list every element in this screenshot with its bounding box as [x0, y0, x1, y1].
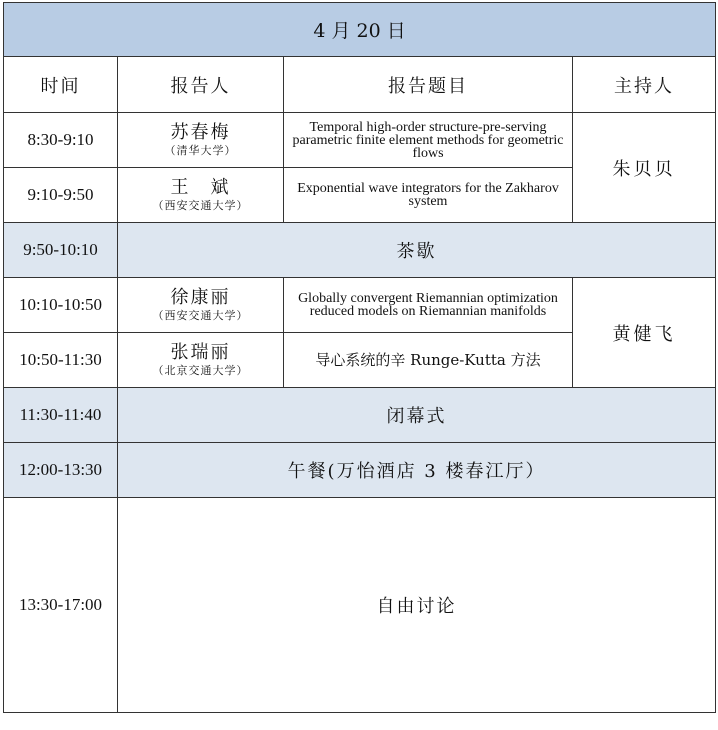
schedule-table [3, 2, 716, 713]
talk-speaker-cell [118, 113, 284, 168]
table-row [4, 498, 716, 713]
table-row [4, 388, 716, 443]
talk-speaker-cell [118, 278, 284, 333]
break-time: 13:30-17:00 [4, 498, 118, 713]
break-time: 12:00-13:30 [4, 443, 118, 498]
speaker-name: 苏春梅 [170, 122, 231, 143]
header-row [4, 57, 716, 113]
talk-speaker-cell [118, 168, 284, 223]
break-time: 11:30-11:40 [4, 388, 118, 443]
speaker-name: 张瑞丽 [170, 342, 231, 363]
table-row [4, 443, 716, 498]
header-speaker: 报告人 [118, 57, 284, 113]
talk-title: Temporal high-order structure-pre-serving parametric finite element methods for geometric flows [284, 113, 573, 168]
talk-speaker-cell [118, 333, 284, 388]
speaker-affiliation: （清华大学） [164, 144, 237, 157]
break-event: 自由讨论 [118, 498, 716, 713]
talk-title: 导心系统的辛 Runge-Kutta 方法 [284, 333, 573, 388]
schedule-container [3, 2, 716, 713]
break-event: 午餐(万怡酒店 3 楼春江厅） [118, 443, 716, 498]
talk-title: Globally convergent Riemannian optimization reduced models on Riemannian manifolds [284, 278, 573, 333]
speaker-affiliation: （西安交通大学） [152, 199, 249, 212]
header-chair: 主持人 [573, 57, 716, 113]
header-title: 报告题目 [284, 57, 573, 113]
table-row [4, 223, 716, 278]
talk-time: 9:10-9:50 [4, 168, 118, 223]
talk-time: 8:30-9:10 [4, 113, 118, 168]
session-chair: 朱贝贝 [573, 113, 716, 223]
table-row [4, 113, 716, 168]
break-event: 茶歇 [118, 223, 716, 278]
talk-time: 10:10-10:50 [4, 278, 118, 333]
speaker-name: 徐康丽 [170, 287, 231, 308]
table-row [4, 278, 716, 333]
speaker-name: 王 斌 [170, 177, 231, 198]
date-row [4, 3, 716, 57]
speaker-affiliation: （北京交通大学） [152, 364, 249, 377]
talk-title: Exponential wave integrators for the Zakharov system [284, 168, 573, 223]
speaker-affiliation: （西安交通大学） [152, 309, 249, 322]
header-time: 时间 [4, 57, 118, 113]
talk-time: 10:50-11:30 [4, 333, 118, 388]
session-chair: 黄健飞 [573, 278, 716, 388]
date-heading: 4 月 20 日 [4, 3, 716, 57]
break-event: 闭幕式 [118, 388, 716, 443]
break-time: 9:50-10:10 [4, 223, 118, 278]
